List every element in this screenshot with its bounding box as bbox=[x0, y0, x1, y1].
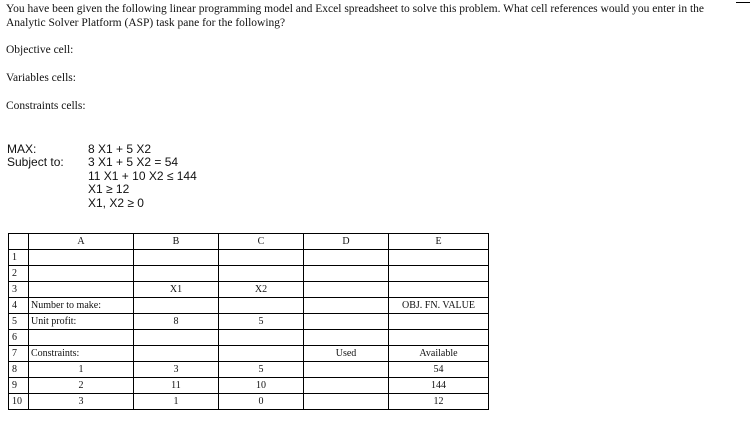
cell-b7 bbox=[134, 346, 219, 362]
cell-b6 bbox=[134, 330, 219, 346]
table-row bbox=[9, 282, 489, 298]
cell-d7: Used bbox=[304, 346, 389, 362]
cell-d5 bbox=[304, 314, 389, 330]
table-row bbox=[9, 346, 489, 362]
cell-a1 bbox=[29, 250, 134, 266]
objective-label: MAX: bbox=[7, 142, 37, 156]
cell-d6 bbox=[304, 330, 389, 346]
cell-a4: Number to make: bbox=[29, 298, 134, 314]
row-number: 6 bbox=[9, 330, 29, 346]
column-header-d: D bbox=[304, 234, 389, 250]
cell-d3 bbox=[304, 282, 389, 298]
cell-d1 bbox=[304, 250, 389, 266]
cell-a3 bbox=[29, 282, 134, 298]
cell-e6 bbox=[389, 330, 489, 346]
cell-b4 bbox=[134, 298, 219, 314]
table-row bbox=[9, 362, 489, 378]
cell-c1 bbox=[219, 250, 304, 266]
row-number: 2 bbox=[9, 266, 29, 282]
cell-a8: 1 bbox=[29, 362, 134, 378]
row-number: 5 bbox=[9, 314, 29, 330]
cell-e9: 144 bbox=[389, 378, 489, 394]
cell-a9: 2 bbox=[29, 378, 134, 394]
cell-a7: Constraints: bbox=[29, 346, 134, 362]
objective-cell-prompt: Objective cell: bbox=[6, 44, 74, 56]
cell-e1 bbox=[389, 250, 489, 266]
table-row bbox=[9, 378, 489, 394]
cell-a5: Unit profit: bbox=[29, 314, 134, 330]
table-row bbox=[9, 298, 489, 314]
cell-e5 bbox=[389, 314, 489, 330]
column-header-row bbox=[9, 234, 489, 250]
cell-e2 bbox=[389, 266, 489, 282]
cell-e7: Available bbox=[389, 346, 489, 362]
spreadsheet bbox=[8, 233, 489, 410]
column-header-b: B bbox=[134, 234, 219, 250]
cell-a10: 3 bbox=[29, 394, 134, 410]
table-row bbox=[9, 266, 489, 282]
constraints-cells-prompt: Constraints cells: bbox=[6, 100, 86, 112]
cell-e10: 12 bbox=[389, 394, 489, 410]
table-row bbox=[9, 330, 489, 346]
cell-c4 bbox=[219, 298, 304, 314]
cell-c2 bbox=[219, 266, 304, 282]
column-header-c: C bbox=[219, 234, 304, 250]
cell-d10 bbox=[304, 394, 389, 410]
cell-e4: OBJ. FN. VALUE bbox=[389, 298, 489, 314]
cell-c8: 5 bbox=[219, 362, 304, 378]
cell-a6 bbox=[29, 330, 134, 346]
cell-c7 bbox=[219, 346, 304, 362]
cell-c6 bbox=[219, 330, 304, 346]
table-row bbox=[9, 394, 489, 410]
question-text: You have been given the following linear programming model and Excel spreadsheet to solve this problem. What cell references would you enter in the Analytic Solver Platform (ASP) task pane for the following? bbox=[6, 3, 705, 29]
table-row bbox=[9, 314, 489, 330]
constraint-2: 11 X1 + 10 X2 ≤ 144 bbox=[88, 169, 197, 183]
cell-d2 bbox=[304, 266, 389, 282]
cell-c10: 0 bbox=[219, 394, 304, 410]
column-header-a: A bbox=[29, 234, 134, 250]
cell-e8: 54 bbox=[389, 362, 489, 378]
variables-cells-prompt: Variables cells: bbox=[6, 72, 76, 84]
cell-c9: 10 bbox=[219, 378, 304, 394]
corner-cell bbox=[9, 234, 29, 250]
constraint-1: 3 X1 + 5 X2 = 54 bbox=[88, 155, 179, 169]
subject-to-label: Subject to: bbox=[7, 155, 64, 169]
cell-c5: 5 bbox=[219, 314, 304, 330]
constraint-3: X1 ≥ 12 bbox=[88, 182, 130, 196]
row-number: 10 bbox=[9, 394, 29, 410]
cell-b1 bbox=[134, 250, 219, 266]
cell-b9: 11 bbox=[134, 378, 219, 394]
cell-c3: X2 bbox=[219, 282, 304, 298]
cell-b10: 1 bbox=[134, 394, 219, 410]
cell-b3: X1 bbox=[134, 282, 219, 298]
row-number: 1 bbox=[9, 250, 29, 266]
row-number: 4 bbox=[9, 298, 29, 314]
row-number: 3 bbox=[9, 282, 29, 298]
column-header-e: E bbox=[389, 234, 489, 250]
cell-a2 bbox=[29, 266, 134, 282]
cell-e3 bbox=[389, 282, 489, 298]
row-number: 9 bbox=[9, 378, 29, 394]
row-number: 8 bbox=[9, 362, 29, 378]
cell-b5: 8 bbox=[134, 314, 219, 330]
table-row bbox=[9, 250, 489, 266]
cell-d4 bbox=[304, 298, 389, 314]
cell-d9 bbox=[304, 378, 389, 394]
objective-function: 8 X1 + 5 X2 bbox=[88, 142, 152, 156]
cell-d8 bbox=[304, 362, 389, 378]
row-number: 7 bbox=[9, 346, 29, 362]
nonnegativity-constraint: X1, X2 ≥ 0 bbox=[88, 196, 144, 210]
cell-b8: 3 bbox=[134, 362, 219, 378]
cell-b2 bbox=[134, 266, 219, 282]
